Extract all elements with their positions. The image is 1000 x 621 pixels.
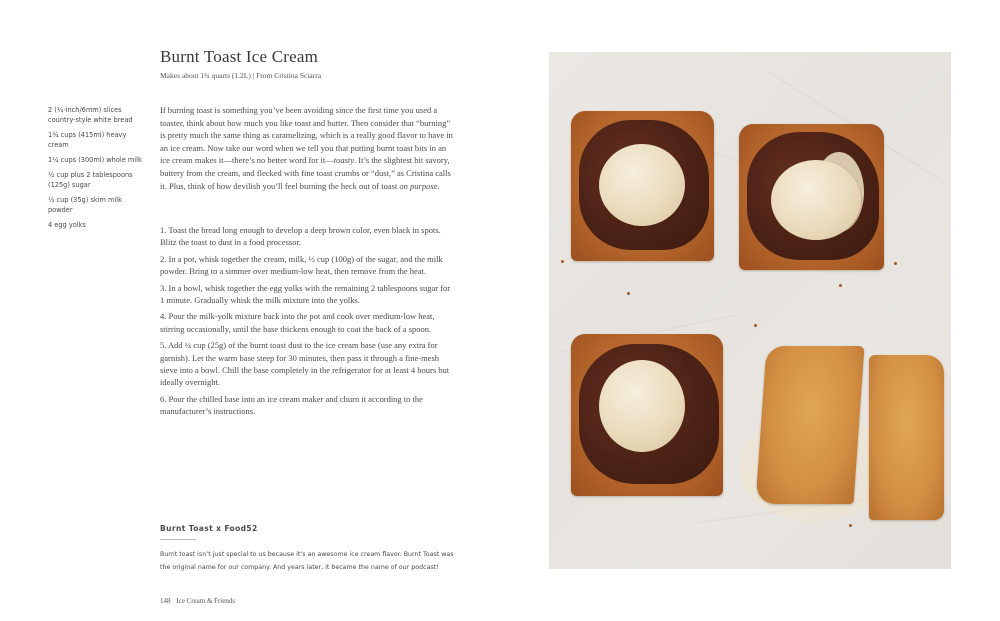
sidebar-body: Burnt toast isn’t just special to us because it’s an awesome ice cream flavor. Burnt Toast was the original name for our company. And years later, it became the name of our podcast! [160,551,454,571]
ice-cream-scoop [599,360,685,452]
recipe-headnote: If burning toast is something you’ve been avoiding since the first time you used a toaster, think about how much you like toast and butter. Then consider that “burning” is pretty much the same thing as caramelizing, which is a really good flavor to have in an ice cream. Now take our word when we tell you that putting burnt toast bits in an ice cream makes it—there’s no better word for it—toasty. It’s the slightest bit savory, buttery from the cream, and flecked with fine toast crumbs or “dust,” as Cristina calls it. Plus, think of how devilish you’ll feel burning the heck out of toast on purpose. [160,105,453,191]
emphasis-toasty: toasty [333,155,355,166]
ingredient-item: ½ cup plus 2 tablespoons (125g) sugar [48,171,133,189]
toast-crumb [561,260,564,263]
recipe-photo [549,52,951,569]
ingredient-item: 1¾ cups (415ml) heavy cream [48,131,127,149]
sidebar-divider [160,539,196,540]
step-item: 5. Add ¼ cup (25g) of the burnt toast dust to the ice cream base (use any extra for garnish). Let the warm base steep for 30 minutes, then pass it through a fine-mesh sieve into a bowl. Chill the base completely in the refrigerator for at least 4 hours but ideally overnight. [160,340,450,388]
ingredient-item: 1¼ cups (300ml) whole milk [48,156,142,164]
recipe-title: Burnt Toast Ice Cream [160,47,319,66]
step-item: 1. Toast the bread long enough to develop a deep brown color, even black in spots. Blitz the toast to dust in a food processor. [160,225,441,248]
ingredient-item: 2 (¼-inch/6mm) slices country-style white bread [48,106,133,124]
toast-crumb [627,292,630,295]
section-name: Ice Cream & Friends [176,597,236,605]
sandwich-half-left [755,346,864,504]
sandwich-half-right [869,355,944,520]
ice-cream-scoop [771,160,861,240]
ingredients-list [48,105,148,235]
page-number: 148 [160,597,171,605]
page-folio [160,597,235,605]
step-item: 4. Pour the milk-yolk mixture back into the pot and cook over medium-low heat, stirring occasionally, until the base thickens enough to coat the back of a spoon. [160,311,435,334]
toast-crumb [839,284,842,287]
recipe-steps [160,224,455,422]
step-item: 2. In a pot, whisk together the cream, milk, ½ cup (100g) of the sugar, and the milk powder. Bring to a simmer over medium-low heat, then remove from the heat. [160,253,443,277]
ingredient-item: ½ cup (35g) skim milk powder [48,196,122,214]
step-item: 6. Pour the chilled base into an ice cream maker and churn it according to the manufacturer’s instructions. [160,393,423,417]
toast-crumb [849,524,852,527]
toast-crumb [894,262,897,265]
recipe-yield-credit: Makes about 1¾ quarts (1.2L) | From Cristina Sciarra [160,71,322,80]
toast-crumb [754,324,757,327]
ice-cream-scoop [599,144,685,226]
sidebar-heading: Burnt Toast x Food52 [160,524,258,533]
ingredient-item: 4 egg yolks [48,221,86,229]
step-item: 3. In a bowl, whisk together the egg yolks with the remaining 2 tablespoons sugar for 1 minute. Gradually whisk the milk mixture into the yolks. [160,282,451,306]
emphasis-on-purpose: on purpose [399,180,438,191]
